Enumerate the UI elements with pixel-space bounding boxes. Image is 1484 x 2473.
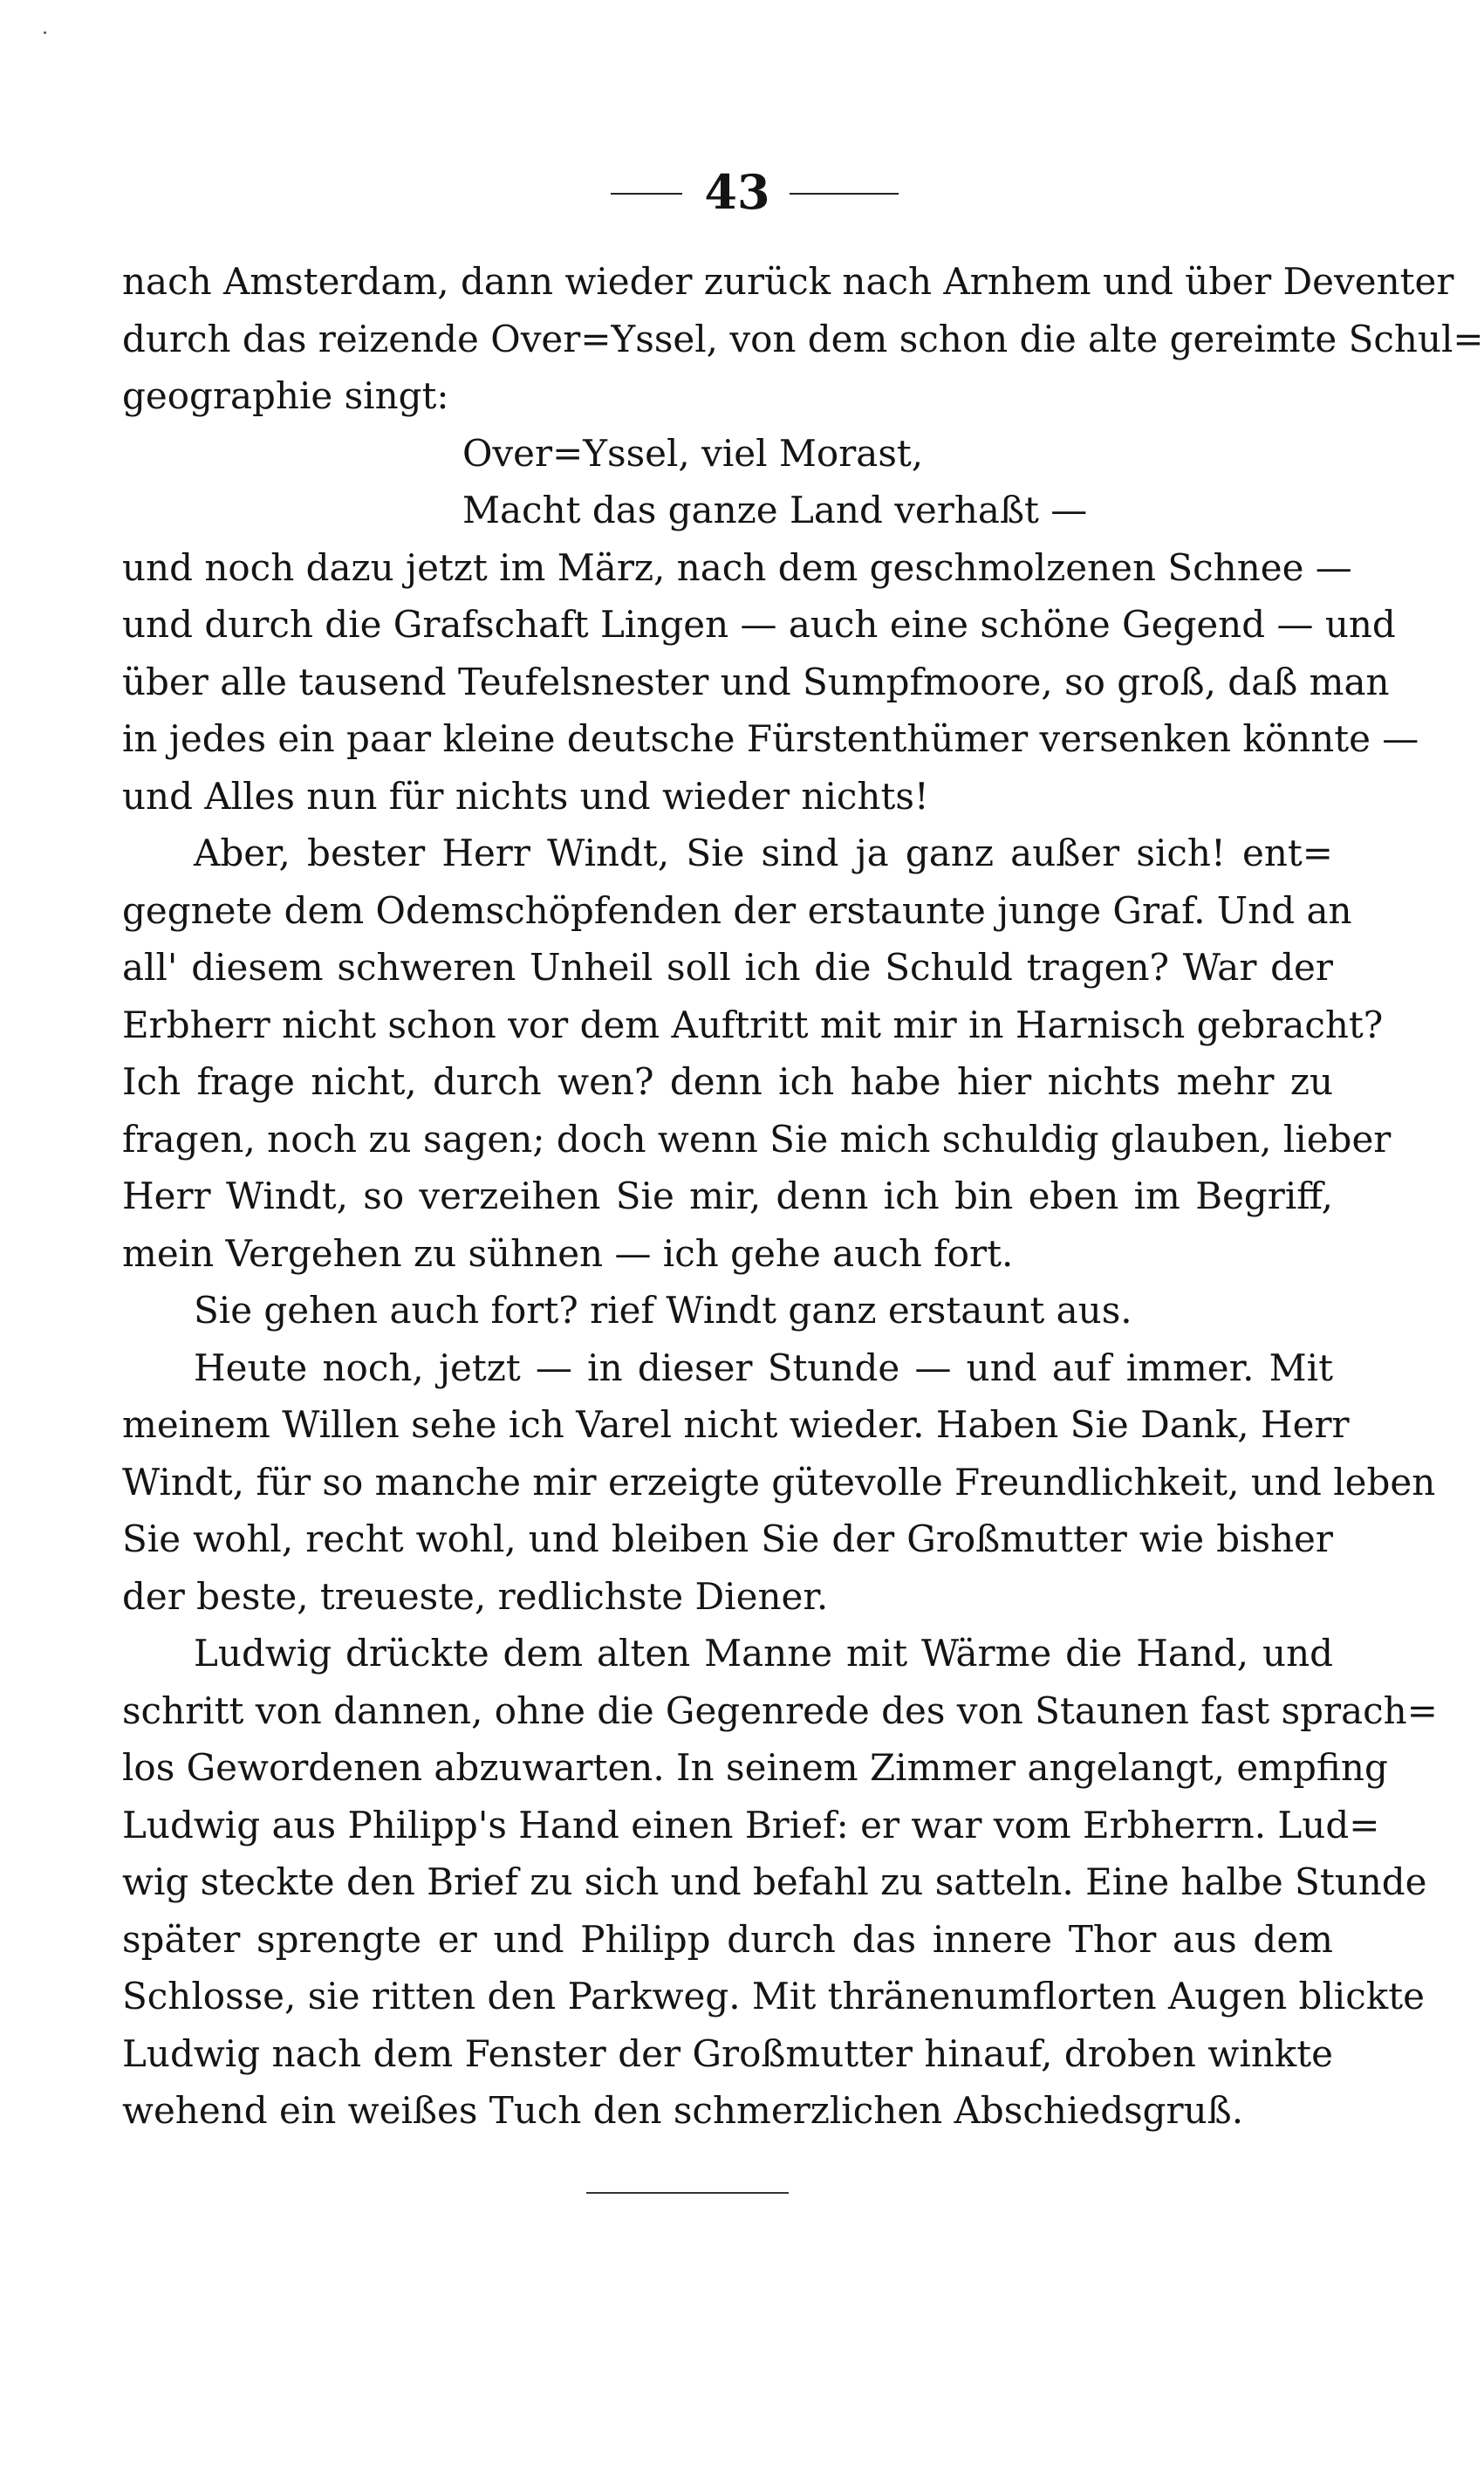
paragraph-first-line: Sie gehen auch fort? rief Windt ganz erstaunt aus. [194, 1289, 1132, 1332]
text-line: gegnete dem Odemschöpfenden der erstaunte junge Graf. Und an [122, 888, 1352, 932]
text-line: geographie singt: [122, 374, 449, 417]
paragraph-first-line: Heute noch, jetzt — in dieser Stunde — und auf immer. Mit [194, 1346, 1333, 1389]
text-line: durch das reizende Over=Yssel, von dem schon die alte gereimte Schul= [122, 317, 1484, 360]
text-line: schritt von dannen, ohne die Gegenrede des von Staunen fast sprach= [122, 1689, 1438, 1732]
verse-line: Over=Yssel, viel Morast, [462, 431, 924, 475]
text-line: mein Vergehen zu sühnen — ich gehe auch fort. [122, 1231, 1014, 1275]
body-text [122, 253, 1484, 2140]
text-line: Sie wohl, recht wohl, und bleiben Sie der Großmutter wie bisher [122, 1517, 1333, 1560]
paragraph-first-line: Aber, bester Herr Windt, Sie sind ja ganz außer sich! ent= [194, 832, 1333, 874]
text-line: los Gewordenen abzuwarten. In seinem Zimmer angelangt, empfing [122, 1746, 1388, 1789]
text-line: und durch die Grafschaft Lingen — auch eine schöne Gegend — und [122, 603, 1396, 646]
text-line: Windt, für so manche mir erzeigte gütevolle Freundlichkeit, und leben [122, 1460, 1436, 1504]
text-line: Ludwig nach dem Fenster der Großmutter hinauf, droben winkte [122, 2031, 1333, 2075]
text-line: und noch dazu jetzt im März, nach dem geschmolzenen Schnee — [122, 545, 1352, 589]
text-line: in jedes ein paar kleine deutsche Fürstenthümer versenken könnte — [122, 717, 1419, 760]
header-rule-right [790, 193, 899, 195]
text-line: fragen, noch zu sagen; doch wenn Sie mich schuldig glauben, lieber [122, 1117, 1392, 1161]
text-line: wehend ein weißes Tuch den schmerzlichen Abschiedsgruß. [122, 2089, 1244, 2132]
page-number: 43 [704, 164, 770, 220]
text-line: Herr Windt, so verzeihen Sie mir, denn ich bin eben im Begriff, [122, 1175, 1333, 1217]
verse-line: Macht das ganze Land verhaßt — [462, 489, 1088, 531]
text-line: meinem Willen sehe ich Varel nicht wieder. Haben Sie Dank, Herr [122, 1403, 1350, 1446]
end-rule [586, 2192, 789, 2194]
text-line: über alle tausend Teufelsnester und Sumpfmoore, so groß, daß man [122, 660, 1390, 703]
text-line: der beste, treueste, redlichste Diener. [122, 1574, 829, 1618]
page-header [0, 161, 1460, 223]
text-line: später sprengte er und Philipp durch das innere Thor aus dem [122, 1917, 1333, 1961]
text-line: wig steckte den Brief zu sich und befahl zu satteln. Eine halbe Stunde [122, 1860, 1427, 1903]
print-speck [44, 31, 46, 34]
text-line: nach Amsterdam, dann wieder zurück nach Arnhem und über Deventer [122, 260, 1454, 303]
text-line: Schlosse, sie ritten den Parkweg. Mit thränenumflorten Augen blickte [122, 1975, 1425, 2017]
text-line: Erbherr nicht schon vor dem Auftritt mit mir in Harnisch gebracht? [122, 1003, 1384, 1046]
text-line: all' diesem schweren Unheil soll ich die Schuld tragen? War der [122, 946, 1333, 989]
paragraph-first-line: Ludwig drückte dem alten Manne mit Wärme die Hand, und [194, 1632, 1333, 1675]
text-line: und Alles nun für nichts und wieder nichts! [122, 774, 929, 818]
text-line: Ich frage nicht, durch wen? denn ich habe hier nichts mehr zu [122, 1060, 1333, 1103]
text-line: Ludwig aus Philipp's Hand einen Brief: er war vom Erbherrn. Lud= [122, 1803, 1380, 1846]
